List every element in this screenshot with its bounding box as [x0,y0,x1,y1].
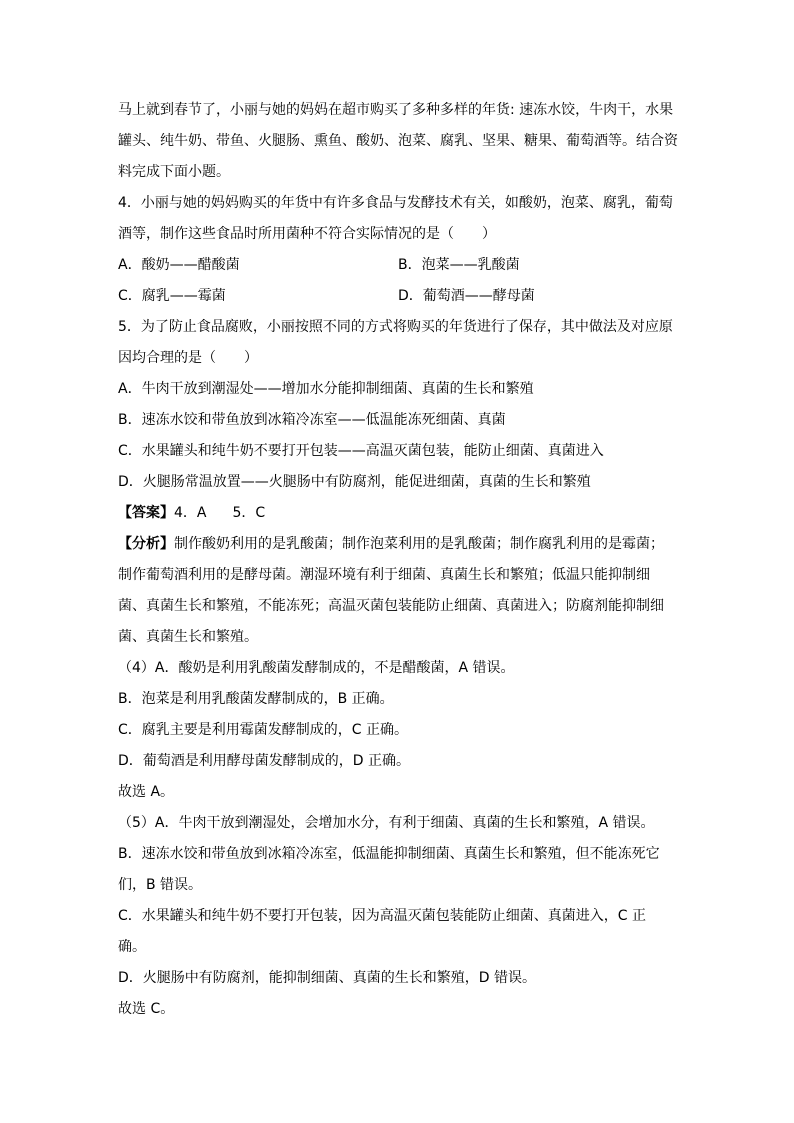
question-4 [118,188,678,312]
answer-label: 【答案】 [118,505,174,521]
explanation-line: D．葡萄酒是利用酵母菌发酵制成的，D 正确。 [118,753,411,769]
question-5 [118,312,678,498]
question-stem-line: 5．为了防止食品腐败，小丽按照不同的方式将购买的年货进行了保存，其中做法及对应原 [118,319,673,335]
intro-line: 罐头、纯牛奶、带鱼、火腿肠、熏鱼、酸奶、泡菜、腐乳、坚果、糖果、葡萄酒等。结合资 [118,133,678,149]
option-b: B．速冻水饺和带鱼放到冰箱冷冻室——低温能冻死细菌、真菌 [118,412,506,428]
option-d: D．火腿肠常温放置——火腿肠中有防腐剂，能促进细菌，真菌的生长和繁殖 [118,474,591,490]
explanation-line: 确。 [118,939,146,955]
question-stem-line: 4．小丽与她的妈妈购买的年货中有许多食品与发酵技术有关，如酸奶，泡菜、腐乳，葡萄 [118,195,673,211]
option-c: C．腐乳——霉菌 [118,288,226,304]
explanation-line: （5）A．牛肉干放到潮湿处，会增加水分，有利于细菌、真菌的生长和繁殖，A 错误。 [118,815,655,831]
analysis-line [118,529,678,560]
analysis-label: 【分析】 [118,536,174,552]
question-stem-line: 酒等，制作这些食品时所用菌种不符合实际情况的是（ ） [118,226,496,242]
explanation-5 [118,808,678,1025]
option-c: C．水果罐头和纯牛奶不要打开包装——高温灭菌包装，能防止细菌、真菌进入 [118,443,604,459]
explanation-line: C．腐乳主要是利用霉菌发酵制成的，C 正确。 [118,722,408,738]
option-row [118,281,678,312]
option-row [118,250,678,281]
answer-line [118,498,678,529]
explanation-line: （4）A．酸奶是利用乳酸菌发酵制成的，不是醋酸菌，A 错误。 [118,660,515,676]
explanation-line: B．速冻水饺和带鱼放到冰箱冷冻室，低温能抑制细菌、真菌生长和繁殖，但不能冻死它 [118,846,660,862]
option-b: B．泡菜——乳酸菌 [398,257,520,273]
option-a: A．酸奶——醋酸菌 [118,257,240,273]
explanation-4 [118,653,678,808]
analysis-line: 菌、真菌生长和繁殖，不能冻死；高温灭菌包装能防止细菌、真菌进入；防腐剂能抑制细 [118,598,664,614]
explanation-line: C．水果罐头和纯牛奶不要打开包装，因为高温灭菌包装能防止细菌、真菌进入，C 正 [118,908,646,924]
intro-line: 料完成下面小题。 [118,164,230,180]
answer-4: 4．A [174,505,207,521]
explanation-line: D．火腿肠中有防腐剂，能抑制细菌、真菌的生长和繁殖，D 错误。 [118,970,537,986]
option-a: A．牛肉干放到潮湿处——增加水分能抑制细菌、真菌的生长和繁殖 [118,381,534,397]
answer-5: 5．C [232,505,266,521]
explanation-line: 故选 A。 [118,784,175,800]
analysis-text: 制作酸奶利用的是乳酸菌；制作泡菜利用的是乳酸菌；制作腐乳利用的是霉菌； [174,536,664,552]
option-d: D．葡萄酒——酵母菌 [398,288,535,304]
intro-paragraph [118,95,678,188]
document-page [118,95,678,1025]
explanation-line: B．泡菜是利用乳酸菌发酵制成的，B 正确。 [118,691,394,707]
analysis-line: 制作葡萄酒利用的是酵母菌。潮湿环境有利于细菌、真菌生长和繁殖；低温只能抑制细 [118,567,650,583]
explanation-line: 们，B 错误。 [118,877,203,893]
question-stem-line: 因均合理的是（ ） [118,350,258,366]
analysis-line: 菌、真菌生长和繁殖。 [118,629,258,645]
intro-line: 马上就到春节了，小丽与她的妈妈在超市购买了多种多样的年货: 速冻水饺，牛肉干，水果 [118,102,674,118]
explanation-line: 故选 C。 [118,1001,175,1017]
analysis-paragraph [118,529,678,653]
